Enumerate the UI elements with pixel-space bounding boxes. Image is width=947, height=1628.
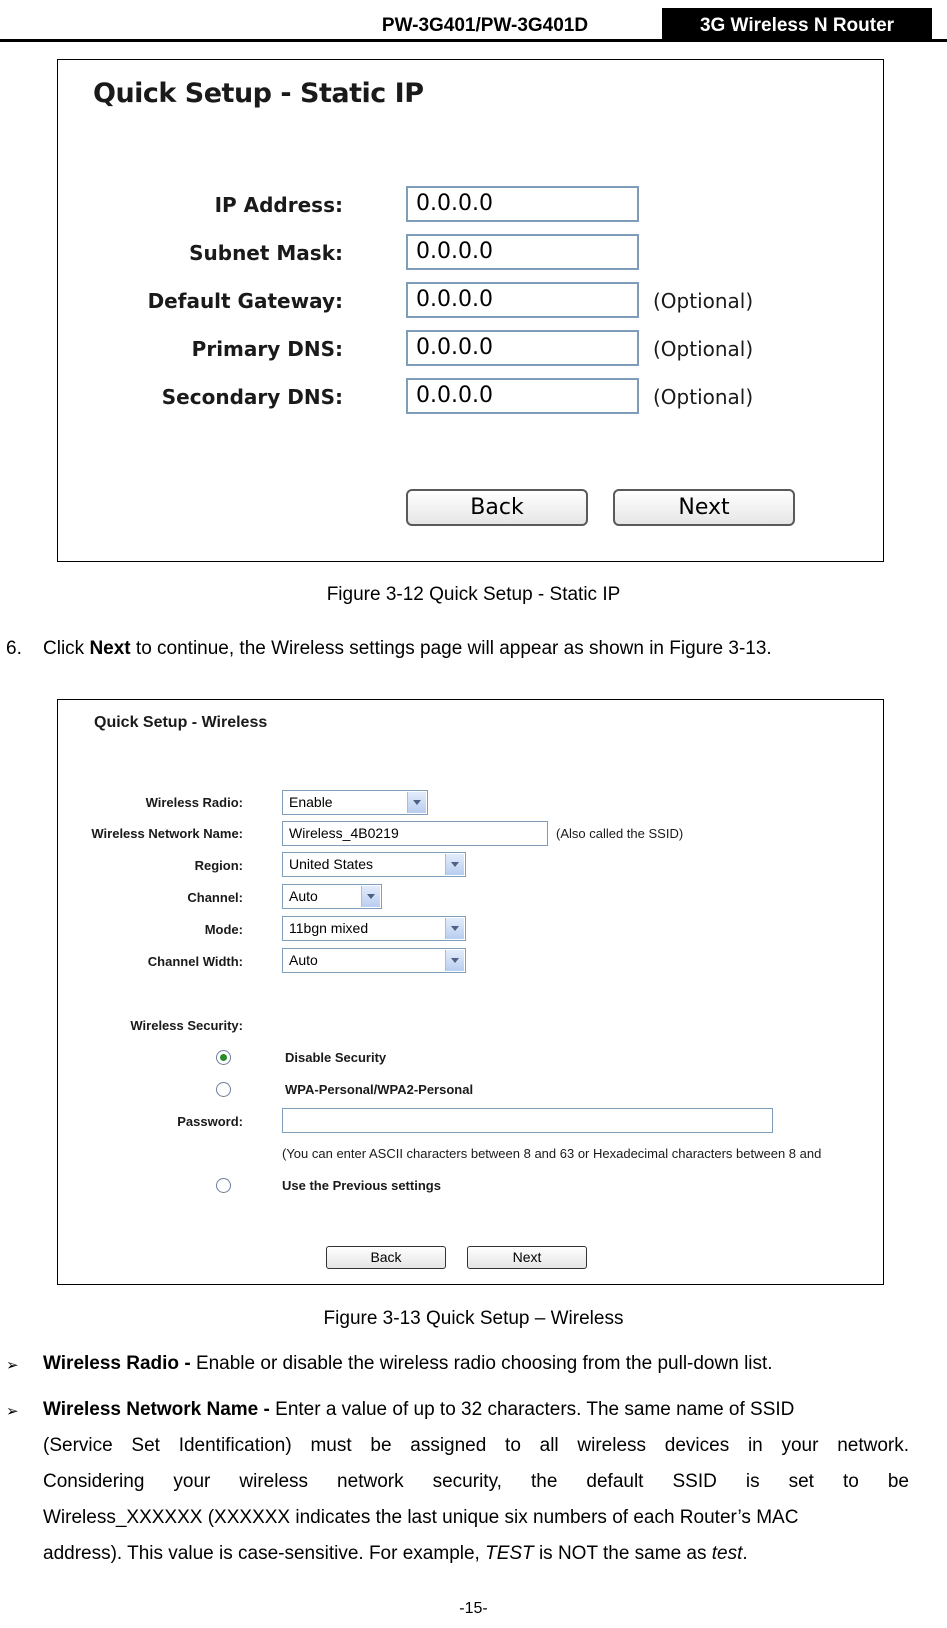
password-input[interactable] [282, 1108, 773, 1133]
disable-security-label: Disable Security [285, 1050, 387, 1065]
chevron-down-icon [407, 792, 426, 813]
header-product: 3G Wireless N Router [662, 8, 932, 42]
channel-label: Channel: [187, 890, 243, 905]
subnet-mask-input[interactable]: 0.0.0.0 [406, 234, 639, 270]
channel-width-label: Channel Width: [147, 954, 243, 969]
use-previous-radio[interactable] [216, 1178, 231, 1193]
header-model: PW-3G401/PW-3G401D [381, 15, 589, 36]
wireless-next-button[interactable]: Next [467, 1246, 587, 1269]
secondary-dns-optional-note: (Optional) [653, 385, 754, 409]
default-gateway-label: Default Gateway: [147, 289, 343, 313]
ip-address-input[interactable]: 0.0.0.0 [406, 186, 639, 222]
region-select[interactable]: United States [282, 852, 466, 877]
network-name-label: Wireless Network Name: [91, 826, 243, 841]
page-number: -15- [459, 1600, 488, 1617]
figure-static-ip [57, 59, 884, 562]
wpa-personal-radio[interactable] [216, 1082, 231, 1097]
wireless-back-button[interactable]: Back [326, 1246, 446, 1269]
network-name-line-5: address). This value is case-sensitive. For example, TEST is NOT the same as test. [43, 1543, 748, 1564]
primary-dns-input[interactable]: 0.0.0.0 [406, 330, 639, 366]
step-number: 6. [6, 638, 22, 659]
header-rule [0, 39, 947, 42]
wireless-title: Quick Setup - Wireless [94, 714, 268, 731]
default-gateway-optional-note: (Optional) [653, 289, 754, 313]
primary-dns-label: Primary DNS: [191, 337, 343, 361]
primary-dns-optional-note: (Optional) [653, 337, 754, 361]
network-name-line-3: Considering your wireless network security, the default SSID is set to be [43, 1471, 909, 1492]
ip-address-label: IP Address: [214, 193, 343, 217]
static-ip-next-button[interactable]: Next [613, 489, 795, 526]
bullet-wireless-radio: Wireless Radio - Enable or disable the wireless radio choosing from the pull-down list. [43, 1353, 773, 1374]
disable-security-radio[interactable] [216, 1050, 231, 1065]
bullet-network-name: Wireless Network Name - Enter a value of up to 32 characters. The same name of SSID [43, 1399, 795, 1420]
wireless-security-label: Wireless Security: [130, 1018, 243, 1033]
figure-3-12-caption: Figure 3-12 Quick Setup - Static IP [326, 584, 621, 605]
subnet-mask-label: Subnet Mask: [189, 241, 343, 265]
channel-select[interactable]: Auto [282, 884, 382, 909]
next-emphasis: Next [89, 638, 131, 659]
mode-select[interactable]: 11bgn mixed [282, 916, 466, 941]
region-label: Region: [194, 858, 243, 873]
mode-label: Mode: [204, 922, 243, 937]
wpa-personal-label: WPA-Personal/WPA2-Personal [285, 1082, 474, 1097]
secondary-dns-input[interactable]: 0.0.0.0 [406, 378, 639, 414]
static-ip-title: Quick Setup - Static IP [93, 78, 424, 109]
channel-width-select[interactable]: Auto [282, 948, 466, 973]
network-name-input[interactable]: Wireless_4B0219 [282, 821, 548, 846]
bullet-icon: ➢ [6, 1403, 19, 1420]
figure-wireless [57, 699, 884, 1285]
password-label: Password: [177, 1114, 243, 1129]
chevron-down-icon [445, 950, 464, 971]
wireless-radio-label: Wireless Radio: [145, 795, 243, 810]
chevron-down-icon [445, 918, 464, 939]
secondary-dns-label: Secondary DNS: [161, 385, 343, 409]
bullet-icon: ➢ [6, 1357, 19, 1374]
network-name-line-2: (Service Set Identification) must be assigned to all wireless devices in your network. [43, 1435, 909, 1456]
step-6-text: Click Next to continue, the Wireless settings page will appear as shown in Figure 3-13. [43, 638, 772, 659]
chevron-down-icon [361, 886, 380, 907]
password-note: (You can enter ASCII characters between 8 and 63 or Hexadecimal characters between 8 and [282, 1146, 822, 1161]
wireless-radio-select[interactable]: Enable [282, 790, 428, 815]
chevron-down-icon [445, 854, 464, 875]
use-previous-label: Use the Previous settings [282, 1178, 441, 1193]
figure-3-13-caption: Figure 3-13 Quick Setup – Wireless [323, 1308, 624, 1329]
default-gateway-input[interactable]: 0.0.0.0 [406, 282, 639, 318]
static-ip-back-button[interactable]: Back [406, 489, 588, 526]
ssid-note: (Also called the SSID) [556, 826, 684, 841]
network-name-line-4: Wireless_XXXXXX (XXXXXX indicates the last unique six numbers of each Router’s MAC [43, 1507, 799, 1528]
